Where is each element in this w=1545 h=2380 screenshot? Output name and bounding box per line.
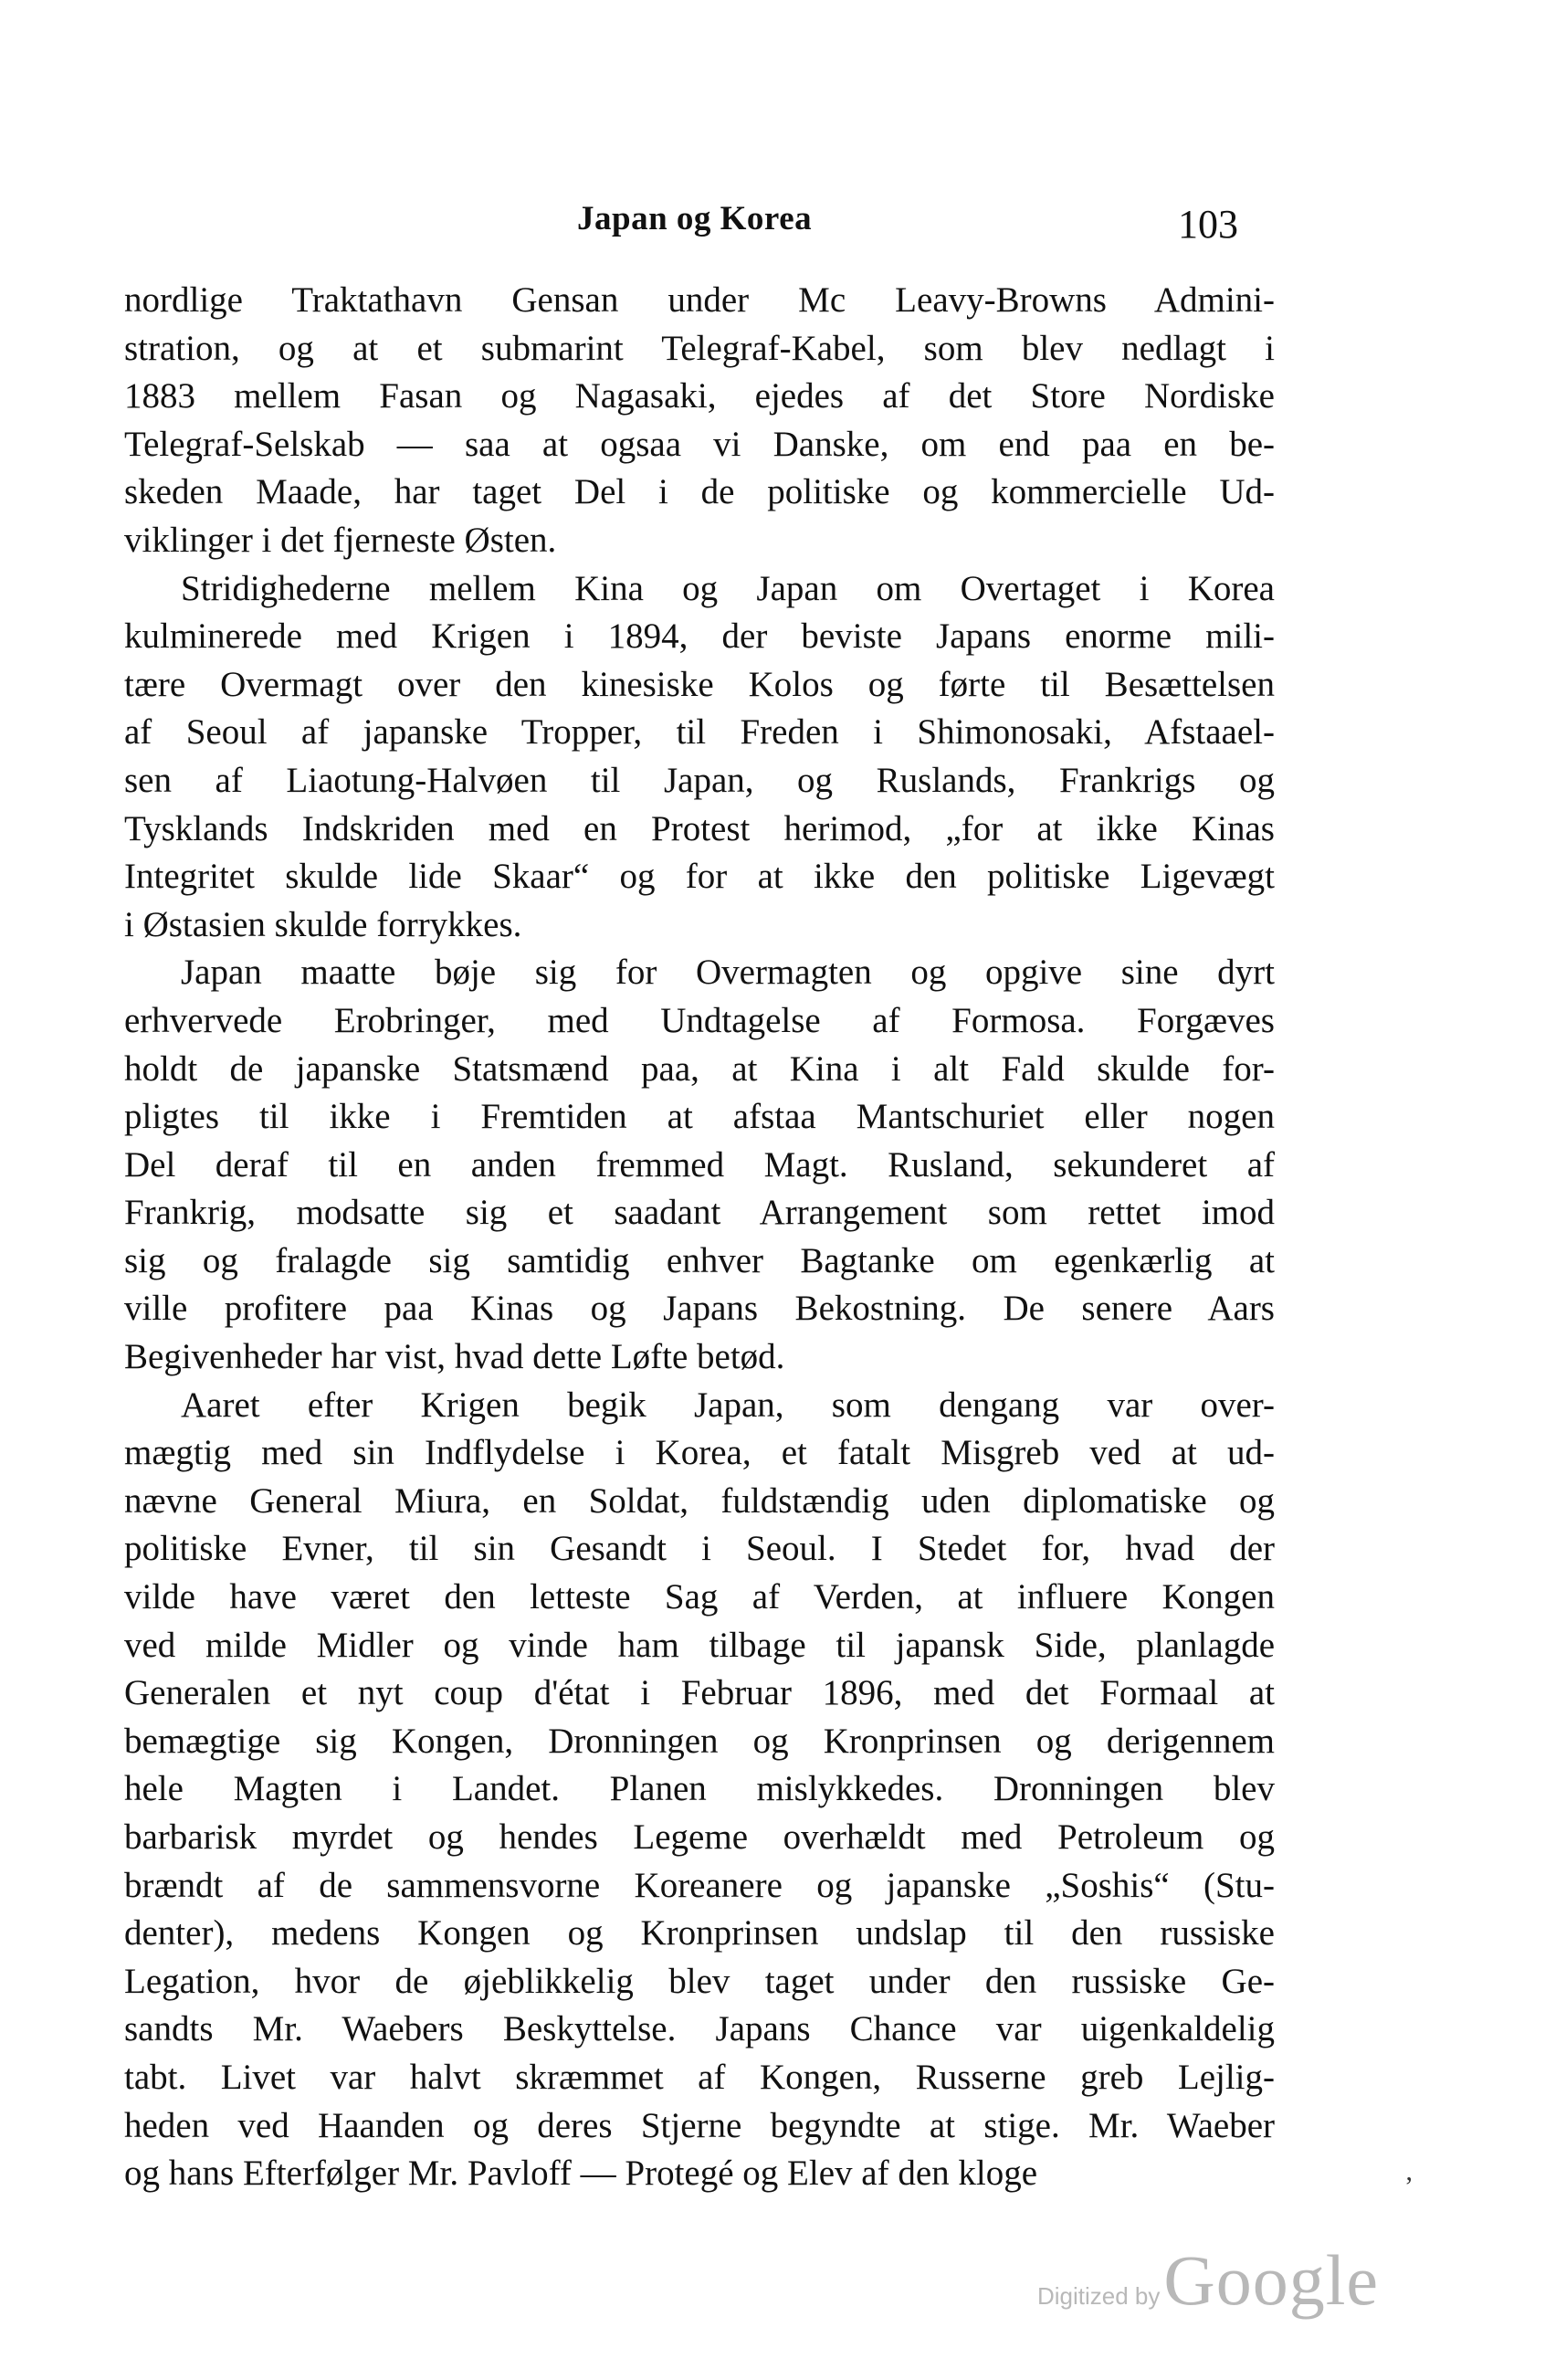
text-line: Generalen et nyt coup d'état i Februar 1896, med det Formaal at [124, 1673, 1275, 1713]
text-line: skeden Maade, har taget Del i de politiske og kommercielle Ud- [124, 472, 1275, 512]
text-line: viklinger i det fjerneste Østen. [124, 520, 557, 560]
watermark-prefix: Digitized by [1037, 2282, 1161, 2310]
text-line: Del deraf til en anden fremmed Magt. Rusland, sekunderet af [124, 1144, 1275, 1185]
text-line: af Seoul af japanske Tropper, til Freden i Shimonosaki, Afstaael- [124, 712, 1275, 753]
text-line: vilde have været den letteste Sag af Verden, at influere Kongen [124, 1577, 1275, 1617]
running-head [0, 199, 1545, 254]
text-line: tabt. Livet var halvt skræmmet af Kongen, Russerne greb Lejlig- [124, 2057, 1275, 2097]
watermark-brand: Google [1163, 2240, 1380, 2320]
text-line: stration, og at et submarint Telegraf-Kabel, som blev nedlagt i [124, 328, 1275, 368]
text-line: mægtig med sin Indflydelse i Korea, et fatalt Misgreb ved at ud- [124, 1433, 1275, 1473]
text-line: hele Magten i Landet. Planen mislykkedes. Dronningen blev [124, 1769, 1275, 1809]
text-line: erhvervede Erobringer, med Undtagelse af Formosa. Forgæves [124, 1000, 1275, 1040]
text-line: sen af Liaotung-Halvøen til Japan, og Ruslands, Frankrigs og [124, 760, 1275, 800]
body-text [124, 277, 1275, 2198]
text-line: bemægtige sig Kongen, Dronningen og Kronprinsen og derigennem [124, 1721, 1275, 1761]
text-line: tære Overmagt over den kinesiske Kolos og førte til Besættelsen [124, 664, 1275, 704]
text-line: sandts Mr. Waebers Beskyttelse. Japans Chance var uigenkaldelig [124, 2009, 1275, 2049]
text-line: 1883 mellem Fasan og Nagasaki, ejedes af det Store Nordiske [124, 376, 1275, 416]
text-line: ville profitere paa Kinas og Japans Bekostning. De senere Aars [124, 1289, 1275, 1329]
text-line: nævne General Miura, en Soldat, fuldstændig uden diplomatiske og [124, 1480, 1275, 1521]
text-line: Begivenheder har vist, hvad dette Løfte betød. [124, 1337, 785, 1377]
paragraph-start-line: Aaret efter Krigen begik Japan, som dengang var over- [181, 1385, 1275, 1425]
text-line: kulminerede med Krigen i 1894, der beviste Japans enorme mili- [124, 616, 1275, 657]
text-line: ved milde Midler og vinde ham tilbage til japansk Side, planlagde [124, 1625, 1275, 1665]
running-title: Japan og Korea [577, 200, 813, 237]
text-line: brændt af de sammensvorne Koreanere og japanske „Soshis“ (Stu- [124, 1865, 1275, 1905]
text-line: barbarisk myrdet og hendes Legeme overhældt med Petroleum og [124, 1817, 1275, 1857]
text-line: sig og fralagde sig samtidig enhver Bagtanke om egenkærlig at [124, 1240, 1275, 1280]
page-number: 103 [1178, 202, 1238, 247]
text-line: og hans Efterfølger Mr. Pavloff — Protegé og Elev af den kloge [124, 2154, 1038, 2194]
digitized-by-google-watermark [1037, 2239, 1379, 2322]
text-line: heden ved Haanden og deres Stjerne begyndte at stige. Mr. Waeber [124, 2105, 1275, 2145]
text-line: nordlige Traktathavn Gensan under Mc Leavy-Browns Admini- [124, 280, 1275, 320]
text-line: i Østasien skulde forrykkes. [124, 904, 522, 944]
text-line: Tysklands Indskriden med en Protest herimod, „for at ikke Kinas [124, 808, 1275, 848]
text-line: Telegraf-Selskab — saa at ogsaa vi Danske, om end paa en be- [124, 424, 1275, 464]
text-line: holdt de japanske Statsmænd paa, at Kina i alt Fald skulde for- [124, 1048, 1275, 1089]
text-line: pligtes til ikke i Fremtiden at afstaa Mantschuriet eller nogen [124, 1097, 1275, 1137]
stray-pen-mark: ʼ [1404, 2172, 1414, 2202]
text-line: Legation, hvor de øjeblikkelig blev taget under den russiske Ge- [124, 1961, 1275, 2001]
paragraph-start-line: Stridighederne mellem Kina og Japan om Overtaget i Korea [181, 568, 1275, 608]
text-line: politiske Evner, til sin Gesandt i Seoul. I Stedet for, hvad der [124, 1529, 1275, 1569]
text-line: Frankrig, modsatte sig et saadant Arrangement som rettet imod [124, 1193, 1275, 1233]
text-line: Integritet skulde lide Skaar“ og for at ikke den politiske Ligevægt [124, 857, 1275, 897]
text-line: denter), medens Kongen og Kronprinsen undslap til den russiske [124, 1913, 1275, 1953]
paragraph-start-line: Japan maatte bøje sig for Overmagten og opgive sine dyrt [181, 953, 1275, 993]
